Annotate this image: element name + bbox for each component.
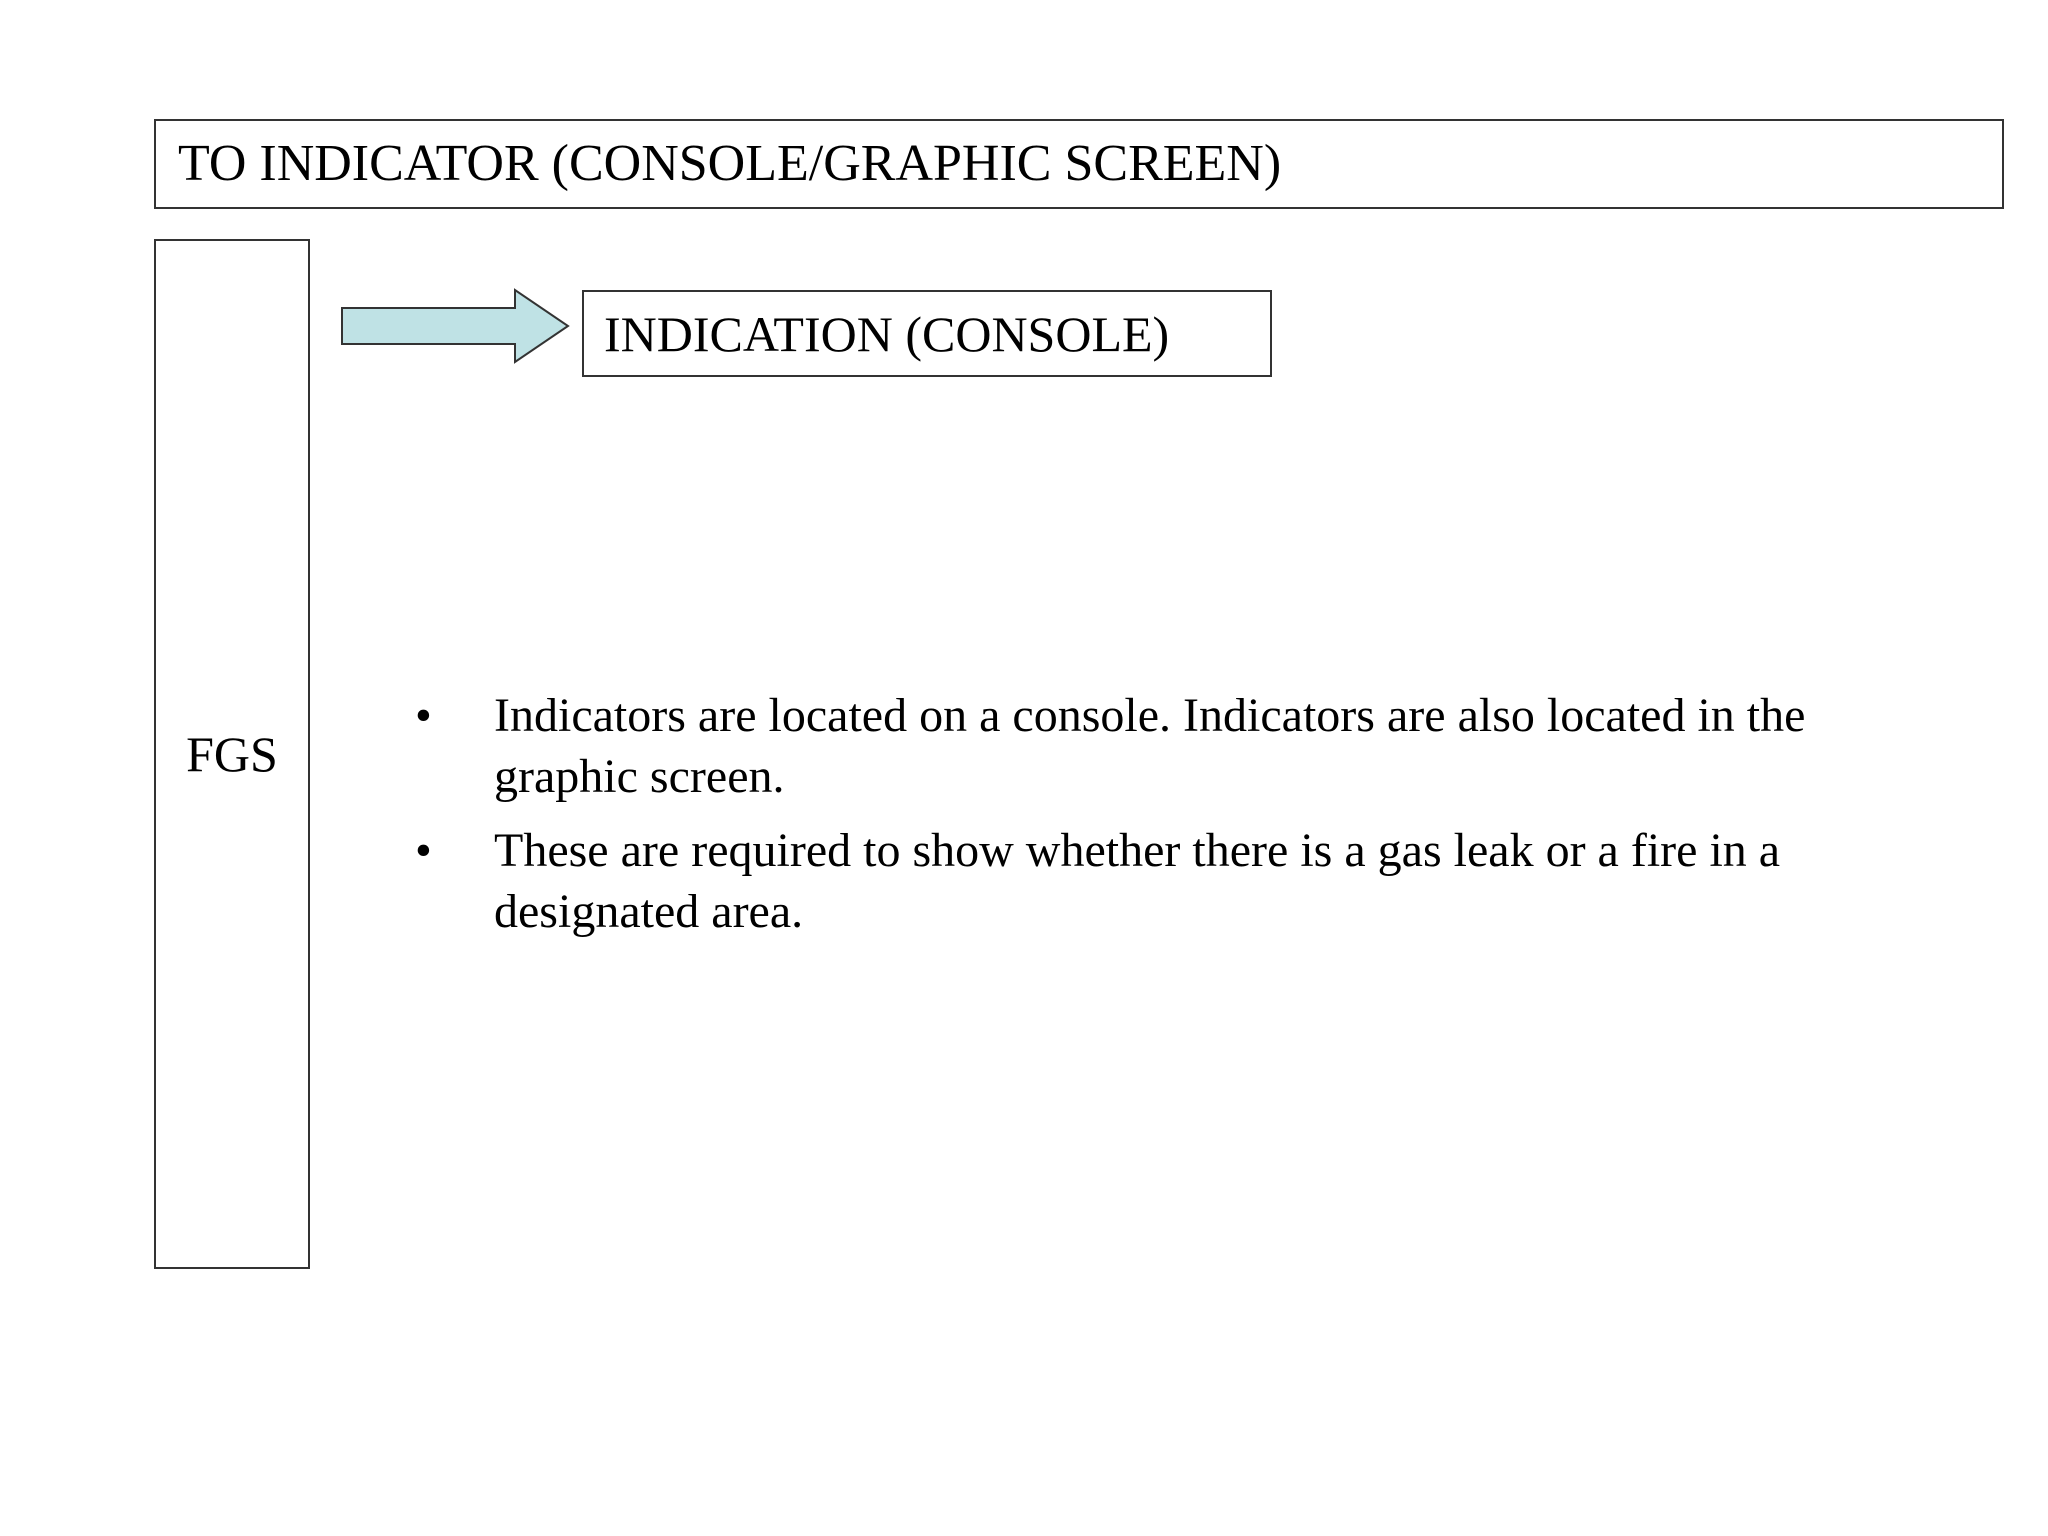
bullet-item [400, 685, 1960, 807]
slide-title-text: TO INDICATOR (CONSOLE/GRAPHIC SCREEN) [178, 135, 1282, 192]
fgs-box [154, 239, 310, 1269]
right-arrow-icon [340, 288, 572, 364]
indication-label: INDICATION (CONSOLE) [604, 305, 1170, 362]
bullet-item [400, 820, 1960, 942]
bullet-text: These are required to show whether there is a gas leak or a fire in a designated area. [494, 824, 1781, 938]
slide-title [154, 119, 2004, 209]
bullet-text: Indicators are located on a console. Indicators are also located in the graphic screen. [494, 689, 1806, 803]
indication-box [582, 290, 1272, 377]
bullet-list [400, 685, 1960, 955]
fgs-label: FGS [186, 726, 278, 782]
bullet-dot-icon: • [415, 689, 432, 742]
right-arrow-shape [342, 290, 568, 362]
bullet-dot-icon: • [415, 824, 432, 877]
